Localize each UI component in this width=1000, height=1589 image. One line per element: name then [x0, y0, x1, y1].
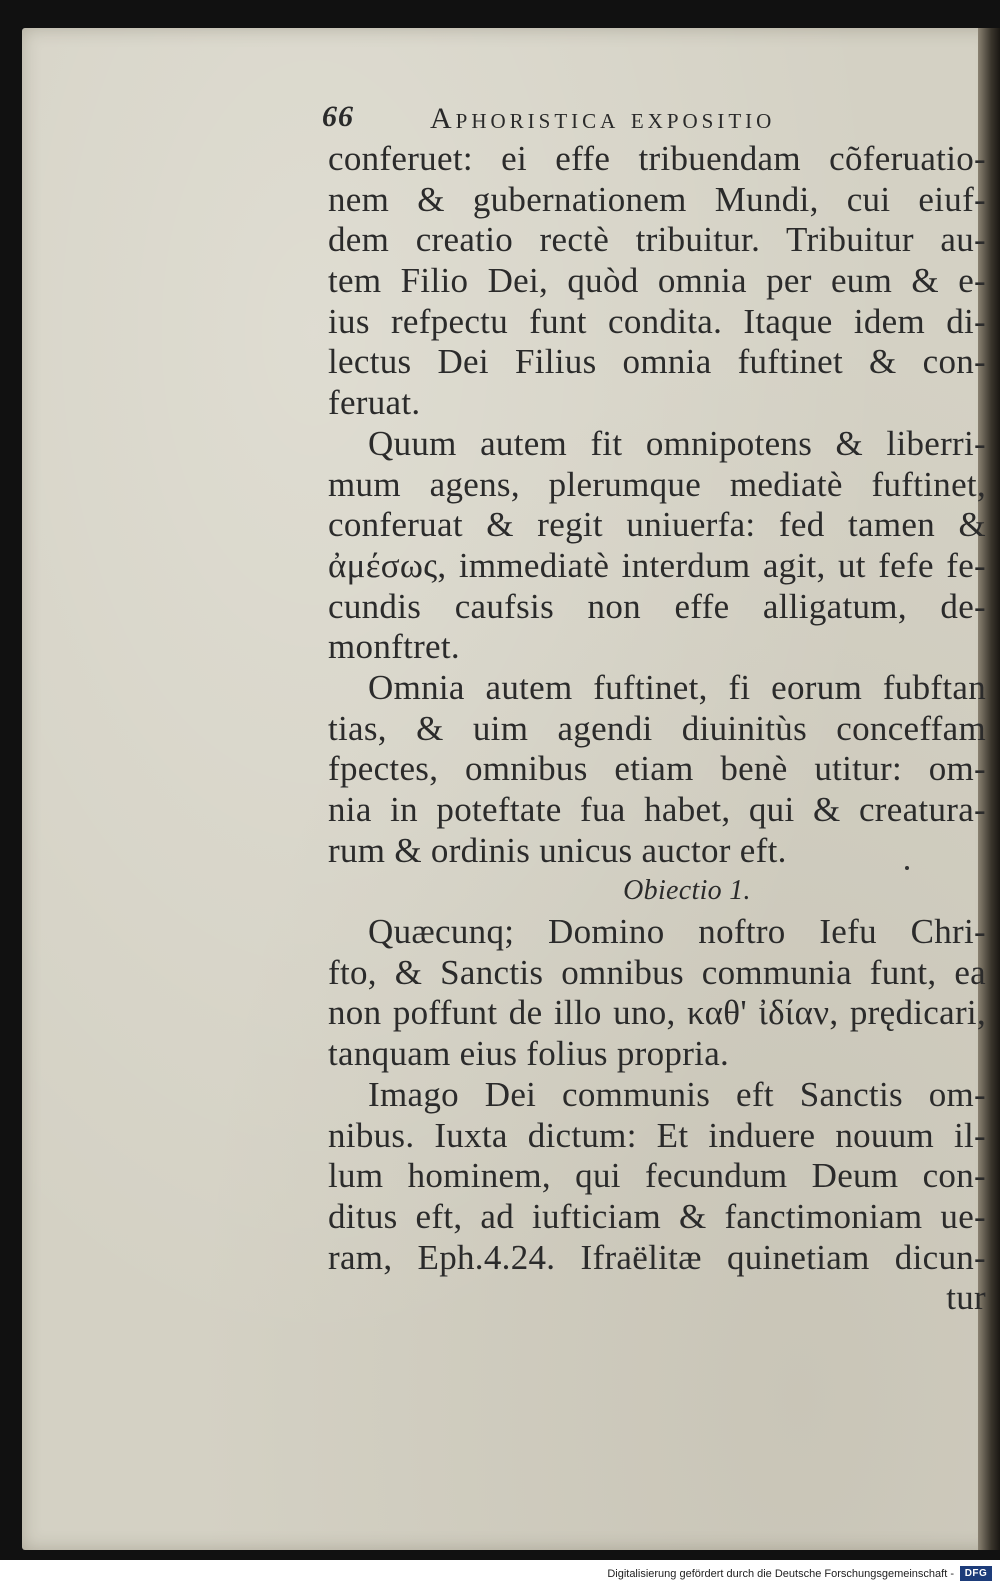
funding-credit: Digitalisierung gefördert durch die Deutsche Forschungsgemeinschaft - [607, 1568, 954, 1580]
text-line: ius refpectu funt condita. Itaque idem di- [328, 301, 986, 341]
text-line: ἀμέσως, immediatè interdum agit, ut fefe fe- [328, 545, 986, 585]
text-line: conferuet: ei effe tribuendam cõferuatio- [328, 139, 986, 178]
text-line: ram, Eph.4.24. Ifraëlitæ quinetiam dicun- [328, 1237, 986, 1277]
text-line: conferuat & regit uniuerfa: fed tamen & [328, 505, 986, 545]
text-line: ditus eft, ad iufticiam & fanctimoniam ue- [328, 1196, 986, 1236]
section-heading: Obiectio 1. [623, 875, 751, 907]
text-line: non poffunt de illo uno, καθ' ἰδίαν, prędicari, [328, 993, 986, 1033]
text-line: nem & gubernationem Mundi, cui eiuf- [328, 179, 986, 219]
text-line: cundis caufsis non effe alligatum, de- [328, 586, 986, 626]
text-line: dem creatio rectè tribuitur. Tribuitur au- [328, 220, 986, 260]
page-number: 66 [322, 100, 354, 133]
paragraph-start-line: Omnia autem fuftinet, fi eorum fubftan [368, 667, 986, 707]
text-line: fto, & Sanctis omnibus communia funt, ea [328, 952, 986, 992]
text-line: lectus Dei Filius omnia fuftinet & con- [328, 342, 986, 382]
text-line: mum agens, plerumque mediatè fuftinet, [328, 464, 986, 504]
footer-bar [0, 1560, 1000, 1589]
ink-speck [905, 866, 909, 870]
paragraph-start-line: Imago Dei communis eft Sanctis om- [368, 1074, 986, 1114]
running-title: Aphoristica expositio [430, 102, 776, 135]
text-line: rum & ordinis unicus auctor eft. [328, 830, 787, 870]
body-text [328, 139, 986, 1319]
text-line: lum hominem, qui fecundum Deum con- [328, 1156, 986, 1196]
text-line: nia in poteftate fua habet, qui & creatura- [328, 790, 986, 829]
text-line: tem Filio Dei, quòd omnia per eum & e- [328, 261, 986, 301]
paragraph-start-line: Quæcunq; Domino noftro Iefu Chri- [368, 912, 986, 952]
text-line: nibus. Iuxta dictum: Et induere nouum il- [328, 1115, 986, 1155]
text-line: tanquam eius folius propria. [328, 1034, 730, 1074]
catchword: tur [946, 1278, 986, 1318]
text-line: tias, & uim agendi diuinitùs conceffam [328, 708, 986, 748]
dfg-logo: DFG [960, 1566, 992, 1581]
text-line: fpectes, omnibus etiam benè utitur: om- [328, 749, 986, 789]
text-line: feruat. [328, 383, 421, 423]
text-line: monftret. [328, 627, 460, 667]
paragraph-start-line: Quum autem fit omnipotens & liberri- [368, 423, 986, 463]
